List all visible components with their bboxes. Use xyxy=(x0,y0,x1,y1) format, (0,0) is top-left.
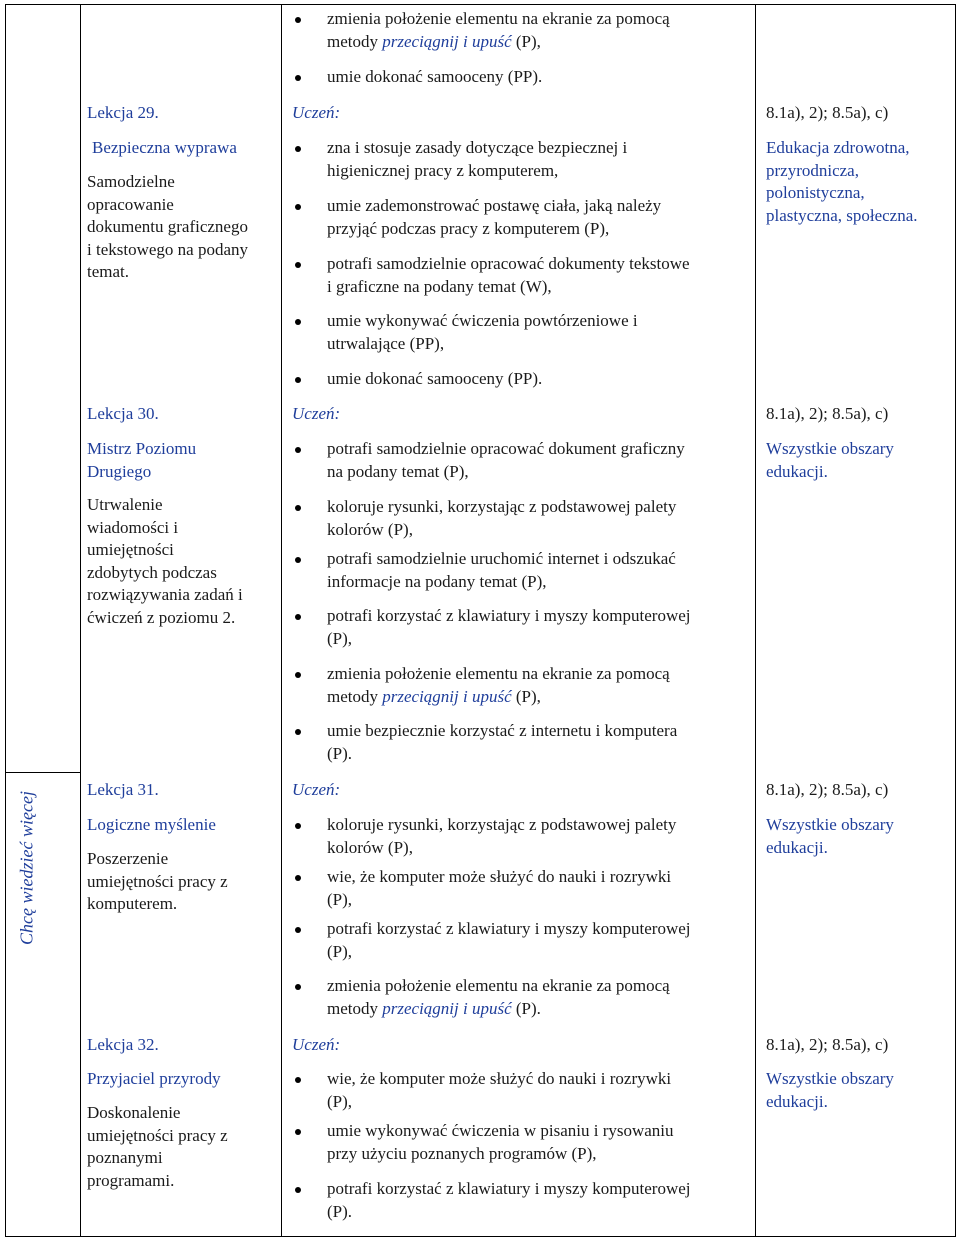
text-span: umie dokonać samooceny (PP). xyxy=(327,67,543,86)
lesson-description: umiejętności pracy z xyxy=(87,1125,228,1145)
education-areas: Wszystkie obszary xyxy=(766,815,894,834)
outcome-line xyxy=(327,137,627,160)
outcome-line xyxy=(327,686,541,709)
education-areas: edukacji. xyxy=(766,1091,828,1111)
bullet-icon xyxy=(295,729,301,735)
bullet-icon xyxy=(295,1077,301,1083)
text-span: potrafi samodzielnie uruchomić internet i odszukać xyxy=(327,549,676,568)
text-span: (P). xyxy=(327,1201,353,1221)
bullet-icon xyxy=(295,505,301,511)
section-divider xyxy=(5,772,81,773)
lesson-number: Lekcja 32. xyxy=(87,1035,159,1054)
lesson-number: Lekcja 29. xyxy=(87,103,159,122)
education-areas: Edukacja zdrowotna, xyxy=(766,138,910,157)
education-areas: edukacji. xyxy=(766,837,828,857)
outcome-line xyxy=(327,1120,674,1143)
text-span: umie bezpiecznie korzystać z internetu i komputera xyxy=(327,721,678,740)
lesson-description: ćwiczeń z poziomu 2. xyxy=(87,607,236,627)
lesson-description: opracowanie xyxy=(87,194,174,214)
drag-drop-term: przeciągnij i upuść xyxy=(382,31,512,51)
lesson-description: programami. xyxy=(87,1170,175,1190)
column-divider-1 xyxy=(80,4,81,1237)
text-span: informacje na podany temat (P), xyxy=(327,571,547,591)
lesson-title: Logiczne myślenie xyxy=(87,815,216,834)
bullet-icon xyxy=(295,17,301,23)
outcome-line xyxy=(327,889,352,912)
text-span: (P). xyxy=(327,743,353,763)
text-span: przy użyciu poznanych programów (P), xyxy=(327,1143,597,1163)
lesson-title: Przyjaciel przyrody xyxy=(87,1069,221,1088)
text-span: na podany temat (P), xyxy=(327,461,469,481)
bullet-icon xyxy=(295,875,301,881)
outcome-line xyxy=(327,31,541,54)
bullet-icon xyxy=(295,557,301,563)
outcome-line xyxy=(327,1068,671,1091)
text-span: przyjąć podczas pracy z komputerem (P), xyxy=(327,218,610,238)
text-span: higienicznej pracy z komputerem, xyxy=(327,160,559,180)
core-curriculum-ref: 8.1a), 2); 8.5a), c) xyxy=(766,103,889,122)
student-label: Uczeń: xyxy=(292,780,341,799)
text-span: (P), xyxy=(327,889,353,909)
lesson-number: Lekcja 30. xyxy=(87,404,159,423)
text-span: kolorów (P), xyxy=(327,837,413,857)
education-areas: plastyczna, społeczna. xyxy=(766,205,918,225)
outcome-line xyxy=(327,461,469,484)
outcome-line xyxy=(327,605,691,628)
bullet-icon xyxy=(295,984,301,990)
text-span: potrafi korzystać z klawiatury i myszy komputerowej xyxy=(327,606,691,625)
text-span: umie wykonywać ćwiczenia powtórzeniowe i xyxy=(327,311,638,330)
text-span: potrafi korzystać z klawiatury i myszy komputerowej xyxy=(327,1179,691,1198)
text-span: koloruje rysunki, korzystając z podstawowej palety xyxy=(327,497,677,516)
lesson-description: Utrwalenie xyxy=(87,495,163,514)
lesson-description: komputerem. xyxy=(87,894,178,913)
bullet-icon xyxy=(295,146,301,152)
lesson-description: Poszerzenie xyxy=(87,849,169,868)
outcome-line xyxy=(327,548,676,571)
text-span: wie, że komputer może służyć do nauki i rozrywki xyxy=(327,867,672,886)
outcome-line xyxy=(327,438,685,461)
outcome-line xyxy=(327,837,413,860)
outcome-line xyxy=(327,218,609,241)
text-span: metody xyxy=(327,686,383,706)
education-areas: edukacji. xyxy=(766,461,828,481)
section-label: Chcę wiedzieć więcej xyxy=(16,791,37,945)
text-span: umie wykonywać ćwiczenia w pisaniu i rysowaniu xyxy=(327,1121,674,1140)
outcome-line xyxy=(327,1178,691,1201)
core-curriculum-ref: 8.1a), 2); 8.5a), c) xyxy=(766,1035,889,1054)
outcome-line xyxy=(327,1091,352,1114)
column-divider-2 xyxy=(281,4,282,1237)
student-label: Uczeń: xyxy=(292,103,341,122)
text-span: (P), xyxy=(511,31,541,51)
text-span: zmienia położenie elementu na ekranie za pomocą xyxy=(327,9,670,28)
outcome-line xyxy=(327,663,670,686)
drag-drop-term: przeciągnij i upuść xyxy=(382,686,512,706)
lesson-description: dokumentu graficznego xyxy=(87,217,248,236)
outcome-line xyxy=(327,998,541,1021)
text-span: utrwalające (PP), xyxy=(327,333,445,353)
lesson-description: rozwiązywania zadań i xyxy=(87,585,243,604)
text-span: (P), xyxy=(327,1091,353,1111)
core-curriculum-ref: 8.1a), 2); 8.5a), c) xyxy=(766,404,889,423)
text-span: (P), xyxy=(511,686,541,706)
outcome-line xyxy=(327,1201,352,1224)
text-span: potrafi samodzielnie opracować dokumenty tekstowe xyxy=(327,254,690,273)
lesson-description: umiejętności xyxy=(87,540,174,559)
bullet-icon xyxy=(295,927,301,933)
bullet-icon xyxy=(295,377,301,383)
bullet-icon xyxy=(295,204,301,210)
student-label: Uczeń: xyxy=(292,404,341,423)
bullet-icon xyxy=(295,447,301,453)
outcome-line xyxy=(327,66,542,89)
outcome-line xyxy=(327,975,670,998)
education-areas: Wszystkie obszary xyxy=(766,1069,894,1088)
bullet-icon xyxy=(295,319,301,325)
lesson-title: Drugiego xyxy=(87,461,152,481)
lesson-description: i tekstowego na podany xyxy=(87,239,248,259)
column-divider-3 xyxy=(755,4,756,1237)
education-areas: Wszystkie obszary xyxy=(766,439,894,458)
outcome-line xyxy=(327,310,638,333)
text-span: (P), xyxy=(327,628,353,648)
text-span: zmienia położenie elementu na ekranie za pomocą xyxy=(327,976,670,995)
student-label: Uczeń: xyxy=(292,1035,341,1054)
bullet-icon xyxy=(295,262,301,268)
lesson-title: Mistrz Poziomu xyxy=(87,439,197,458)
outcome-line xyxy=(327,941,352,964)
outcome-line xyxy=(327,276,552,299)
table-border-right xyxy=(955,4,956,1237)
bullet-icon xyxy=(295,1187,301,1193)
text-span: (P). xyxy=(511,998,541,1018)
education-areas: przyrodnicza, xyxy=(766,160,859,180)
outcome-line xyxy=(327,253,690,276)
lesson-description: umiejętności pracy z xyxy=(87,871,228,891)
text-span: zmienia położenie elementu na ekranie za pomocą xyxy=(327,664,670,683)
outcome-line xyxy=(327,8,670,31)
outcome-line xyxy=(327,866,671,889)
outcome-line xyxy=(327,333,444,356)
lesson-description: wiadomości i xyxy=(87,517,179,537)
outcome-line xyxy=(327,814,676,837)
text-span: zna i stosuje zasady dotyczące bezpiecznej i xyxy=(327,138,628,157)
outcome-line xyxy=(327,918,691,941)
text-span: potrafi korzystać z klawiatury i myszy komputerowej xyxy=(327,919,691,938)
core-curriculum-ref: 8.1a), 2); 8.5a), c) xyxy=(766,780,889,799)
lesson-description: Doskonalenie xyxy=(87,1103,181,1122)
text-span: potrafi samodzielnie opracować dokument graficzny xyxy=(327,439,685,458)
text-span: kolorów (P), xyxy=(327,519,413,539)
text-span: metody xyxy=(327,998,383,1018)
bullet-icon xyxy=(295,823,301,829)
text-span: umie dokonać samooceny (PP). xyxy=(327,369,543,388)
text-span: i graficzne na podany temat (W), xyxy=(327,276,552,296)
text-span: umie zademonstrować postawę ciała, jaką należy xyxy=(327,196,662,215)
outcome-line xyxy=(327,368,542,391)
outcome-line xyxy=(327,743,352,766)
outcome-line xyxy=(327,195,661,218)
bullet-icon xyxy=(295,672,301,678)
lesson-description: poznanymi xyxy=(87,1148,163,1167)
outcome-line xyxy=(327,571,547,594)
education-areas: polonistyczna, xyxy=(766,183,865,202)
text-span: (P), xyxy=(327,941,353,961)
bullet-icon xyxy=(295,614,301,620)
drag-drop-term: przeciągnij i upuść xyxy=(382,998,512,1018)
text-span: wie, że komputer może służyć do nauki i rozrywki xyxy=(327,1069,672,1088)
text-span: koloruje rysunki, korzystając z podstawowej palety xyxy=(327,815,677,834)
lesson-description: zdobytych podczas xyxy=(87,562,217,582)
outcome-line xyxy=(327,1143,597,1166)
lesson-number: Lekcja 31. xyxy=(87,780,159,799)
text-span: metody xyxy=(327,31,383,51)
lesson-description: Samodzielne xyxy=(87,172,175,191)
outcome-line xyxy=(327,628,352,651)
table-border-bottom xyxy=(5,1236,956,1237)
outcome-line xyxy=(327,496,676,519)
outcome-line xyxy=(327,160,558,183)
table-border-top xyxy=(5,4,956,5)
outcome-line xyxy=(327,519,413,542)
outcome-line xyxy=(327,720,677,743)
bullet-icon xyxy=(295,1129,301,1135)
lesson-description: temat. xyxy=(87,262,130,281)
table-border-left xyxy=(5,4,6,1237)
lesson-title: Bezpieczna wyprawa xyxy=(92,138,237,157)
bullet-icon xyxy=(295,75,301,81)
